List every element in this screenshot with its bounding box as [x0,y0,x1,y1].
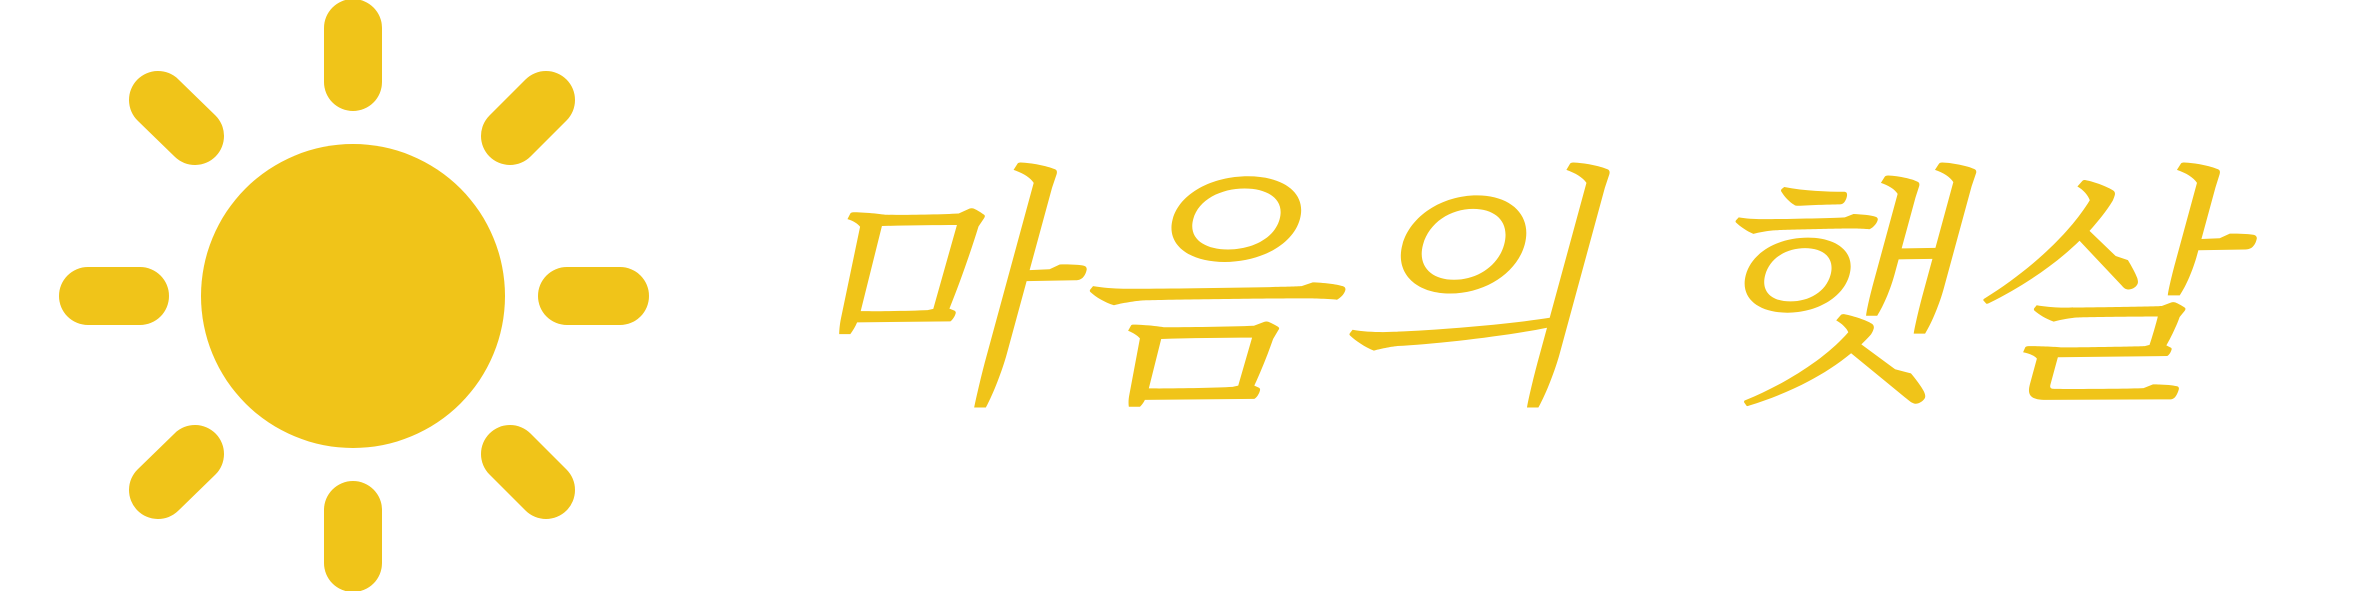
sun-ray-top-left [158,100,195,136]
sun-icon [0,0,680,591]
sun-disc [201,144,505,448]
logo-wordmark [760,80,2260,530]
sun-ray-bottom-right [510,454,546,490]
sun-ray-top-right [510,100,546,136]
sun-ray-bottom-left [158,454,195,490]
logo-wordmark-text: 마음의 햇살 [790,144,2260,441]
